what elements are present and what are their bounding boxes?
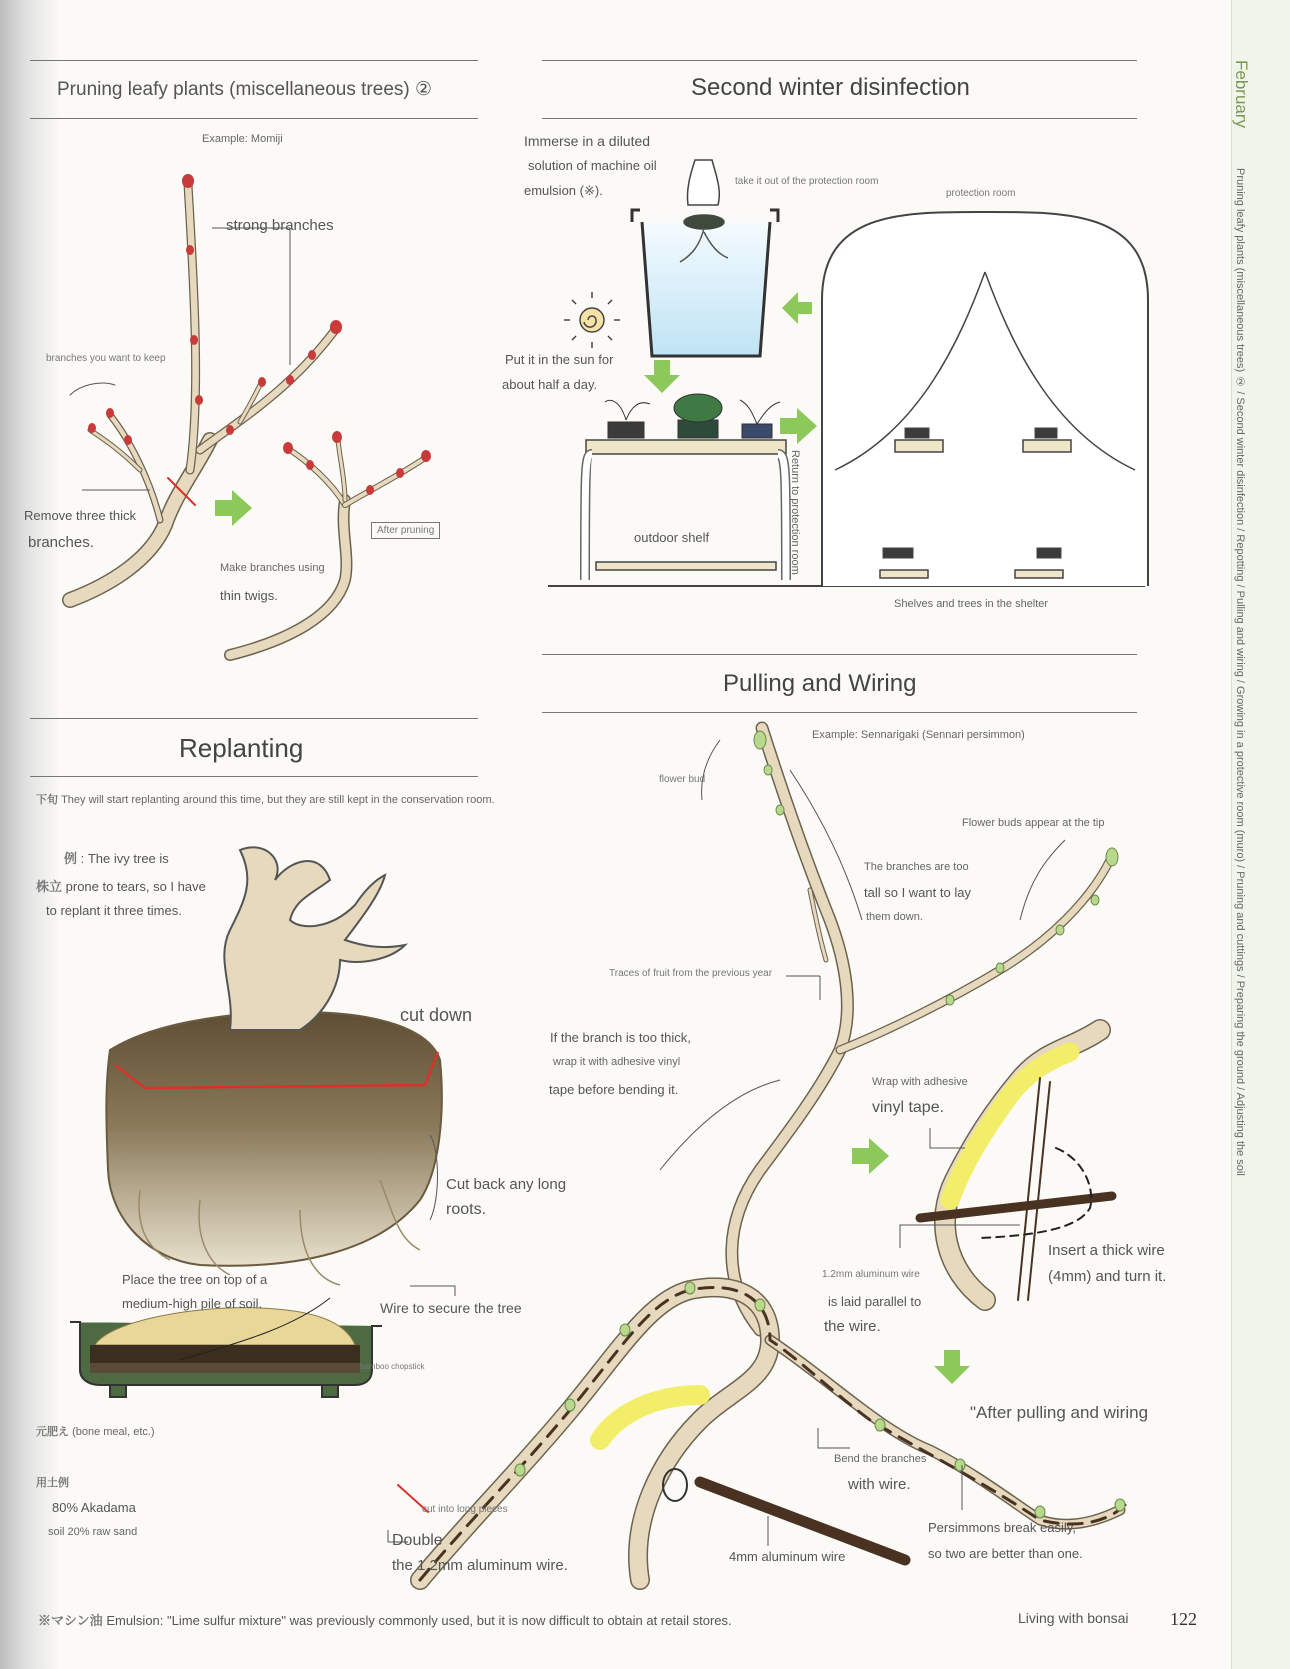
- label-too-tall-2: tall so I want to lay: [864, 885, 971, 900]
- label-thick-2: wrap it with adhesive vinyl: [553, 1056, 681, 1068]
- pruning-example: Example: Momiji: [202, 133, 283, 145]
- soil-mark: 用土例: [36, 1477, 69, 1489]
- bonsai-pot-section: [70, 1298, 382, 1397]
- label-remove-2: branches.: [28, 534, 94, 551]
- replanting-note: They will start replanting around this time, but they are still kept in the conservation room.: [61, 794, 495, 806]
- label-double-2: the 1.2mm aluminum wire.: [392, 1557, 568, 1574]
- label-double-1: Double: [392, 1532, 443, 1549]
- rule: [542, 118, 1137, 119]
- label-bamboo: bamboo chopstick: [360, 1362, 425, 1371]
- label-after-wiring: "After pulling and wiring: [970, 1403, 1149, 1422]
- label-flower-bud: flower bud: [659, 774, 706, 785]
- page-number: 122: [1170, 1609, 1197, 1629]
- example-mark: 例: [64, 851, 78, 866]
- label-remove-1: Remove three thick: [24, 508, 136, 523]
- label-wrap-2: vinyl tape.: [872, 1099, 945, 1116]
- label-wire4: 4mm aluminum wire: [729, 1549, 846, 1564]
- label-ivy-3: to replant it three times.: [46, 903, 182, 918]
- footer-book-title: Living with bonsai: [1018, 1610, 1129, 1626]
- label-return: Return to protection room: [789, 450, 801, 575]
- disinfection-title: Second winter disinfection: [691, 74, 970, 101]
- wired-branch-result: [398, 1287, 1125, 1580]
- rule: [542, 654, 1137, 655]
- label-cut-down: cut down: [400, 1005, 473, 1025]
- footer-note: Emulsion: "Lime sulfur mixture" was previously commonly used, but it is now difficult to obtain at retail stores.: [106, 1613, 732, 1628]
- label-immerse-1: Immerse in a diluted: [524, 133, 651, 149]
- label-thick-3: tape before bending it.: [549, 1082, 679, 1097]
- label-place-2: medium-high pile of soil.: [122, 1296, 263, 1311]
- label-immerse-2: solution of machine oil: [528, 158, 657, 173]
- rule: [30, 60, 478, 61]
- label-ivy-1: : The ivy tree is: [80, 851, 169, 866]
- label-parallel-2: is laid parallel to: [828, 1294, 922, 1309]
- rule: [30, 776, 478, 777]
- label-too-tall-3: them down.: [866, 911, 923, 923]
- label-take-out: take it out of the protection room: [735, 176, 879, 187]
- label-after-pruning: After pruning: [371, 522, 440, 539]
- momiji-before-pruning: [70, 185, 335, 600]
- label-bend-1: Bend the branches: [834, 1453, 927, 1465]
- label-place-1: Place the tree on top of a: [122, 1272, 268, 1287]
- label-insert-1: Insert a thick wire: [1048, 1242, 1165, 1259]
- label-sun-1: Put it in the sun for: [505, 352, 614, 367]
- label-strong-branches: strong branches: [226, 217, 334, 234]
- label-traces: Traces of fruit from the previous year: [609, 968, 773, 979]
- replanting-title: Replanting: [179, 733, 304, 763]
- protection-room: [822, 212, 1148, 586]
- rule: [30, 118, 478, 119]
- label-cut-roots-1: Cut back any long: [446, 1176, 567, 1193]
- label-fertilizer: (bone meal, etc.): [72, 1426, 155, 1438]
- momiji-after-pruning: [230, 440, 425, 655]
- bonsai-pots-shelf: [605, 394, 780, 438]
- wiring-title: Pulling and Wiring: [723, 670, 917, 697]
- label-sun-2: about half a day.: [502, 377, 598, 392]
- label-persimmons-2: so two are better than one.: [928, 1546, 1083, 1561]
- label-wrap-1: Wrap with adhesive: [872, 1076, 968, 1088]
- label-bend-2: with wire.: [848, 1476, 911, 1493]
- ivy-mark: 株立: [36, 879, 63, 894]
- sidebar-topics: Pruning leafy plants (miscellaneous trees) ② / Second winter disinfection / Repotting / Pulling and wiring / Growing in a protective room (muro) / Pruning and cuttings / Preparing the ground / Adjusting the soil: [1234, 168, 1246, 1176]
- label-make-1: Make branches using: [220, 562, 325, 574]
- note-mark: 下旬: [36, 794, 58, 806]
- label-ivy-2: prone to tears, so I have: [65, 879, 206, 894]
- label-thick-1: If the branch is too thick,: [550, 1030, 691, 1045]
- label-protection-room: protection room: [946, 188, 1016, 199]
- label-make-2: thin twigs.: [220, 588, 278, 603]
- label-parallel-3: the wire.: [824, 1318, 881, 1335]
- rule: [30, 718, 478, 719]
- label-insert-2: (4mm) and turn it.: [1048, 1268, 1167, 1285]
- taped-branch-wire: [920, 1030, 1112, 1300]
- label-wire-secure: Wire to secure the tree: [380, 1300, 522, 1316]
- rule: [542, 712, 1137, 713]
- label-persimmons-1: Persimmons break easily,: [928, 1520, 1076, 1535]
- rule: [542, 60, 1137, 61]
- label-soil-1: 80% Akadama: [52, 1500, 136, 1515]
- label-outdoor-shelf: outdoor shelf: [634, 530, 710, 545]
- label-cut-pieces: cut into long pieces: [422, 1504, 508, 1515]
- wired-branch-buds: [515, 1282, 1125, 1518]
- label-soil-2: soil 20% raw sand: [48, 1526, 138, 1538]
- oil-bucket: [632, 210, 778, 356]
- label-buds-tip: Flower buds appear at the tip: [962, 817, 1105, 829]
- label-parallel-1: 1.2mm aluminum wire: [822, 1269, 920, 1280]
- label-immerse-3: emulsion (※).: [524, 183, 603, 198]
- label-branches-keep: branches you want to keep: [46, 353, 166, 364]
- wiring-example: Example: Sennarigaki (Sennari persimmon): [812, 729, 1025, 741]
- footer-note-mark: ※マシン油: [38, 1613, 103, 1628]
- label-shelves: Shelves and trees in the shelter: [894, 598, 1049, 610]
- label-too-tall-1: The branches are too: [864, 861, 969, 873]
- momiji-buds: [88, 174, 342, 445]
- pruning-title: Pruning leafy plants (miscellaneous trees) ②: [57, 79, 433, 100]
- fertilizer-mark: 元肥え: [36, 1426, 69, 1438]
- sun-icon: [564, 292, 620, 348]
- label-cut-roots-2: roots.: [446, 1201, 487, 1218]
- month-label: February: [1232, 60, 1251, 129]
